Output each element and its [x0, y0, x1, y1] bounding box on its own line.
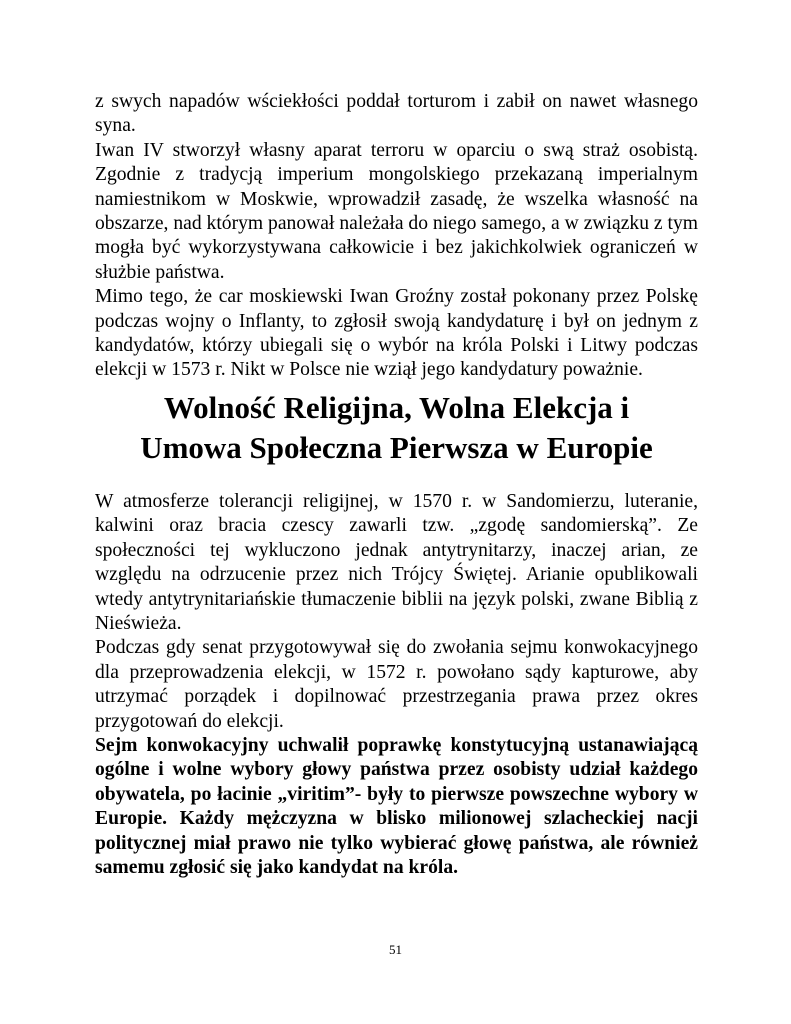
section-heading	[95, 388, 698, 468]
section-heading-line-2: Umowa Społeczna Pierwsza w Europie	[140, 429, 653, 465]
page-body	[95, 90, 698, 880]
paragraph-senate-courts: Podczas gdy senat przygotowywał się do zwołania sejmu konwokacyjnego dla przeprowadzenia elekcji, w 1572 r. powołano sądy kapturowe, aby utrzymać porządek i dopilnować przestrzegania prawa przez okres przygotowań do elekcji.	[95, 637, 698, 732]
section-heading-line-1: Wolność Religijna, Wolna Elekcja i	[163, 389, 630, 425]
page-number: 51	[389, 942, 402, 957]
section-spacer	[95, 468, 698, 490]
paragraph-candidacy: Mimo tego, że car moskiewski Iwan Groźny został pokonany przez Polskę podczas wojny o Inflanty, to zgłosił swoją kandydaturę i był on jednym z kandydatów, którzy ubiegali się o wybór na króla Polski i Litwy podczas elekcji w 1573 r. Nikt w Polsce nie wziął jego kandydatury poważnie.	[95, 286, 698, 381]
paragraph-terror-apparatus: Iwan IV stworzył własny aparat terroru w oparciu o swą straż osobistą. Zgodnie z tradycją imperium mongolskiego przekazaną imperialnym namiestnikom w Moskwie, wprowadził zasadę, że wszelka własność na obszarze, nad którym panował należała do niego samego, a w związku z tym mogła być wykorzystywana całkowicie i bez jakichkolwiek ograniczeń w służbie państwa.	[95, 139, 698, 283]
paragraph-torture: z swych napadów wściekłości poddał torturom i zabił on nawet własnego syna.	[95, 91, 698, 137]
paragraph-sandomierz: W atmosferze tolerancji religijnej, w 1570 r. w Sandomierzu, luteranie, kalwini oraz bracia czescy zawarli tzw. „zgodę sandomierską”. Ze społeczności tej wykluczono jednak antytrynitarzy, inaczej arian, ze względu na odrzucenie przez nich Trójcy Świętej. Arianie opublikowali wtedy antytrynitariańskie tłumaczenie biblii na język polski, zwane Biblią z Nieświeża.	[95, 490, 698, 634]
paragraph-free-election: Sejm konwokacyjny uchwalił poprawkę konstytucyjną ustanawiającą ogólne i wolne wybory głowy państwa przez osobisty udział każdego obywatela, po łacinie „viritim”- były to pierwsze powszechne wybory w Europie. Każdy mężczyzna w blisko milionowej szlacheckiej nacji politycznej miał prawo nie tylko wybierać głowę państwa, ale również samemu zgłosić się jako kandydat na króla.	[95, 734, 698, 878]
